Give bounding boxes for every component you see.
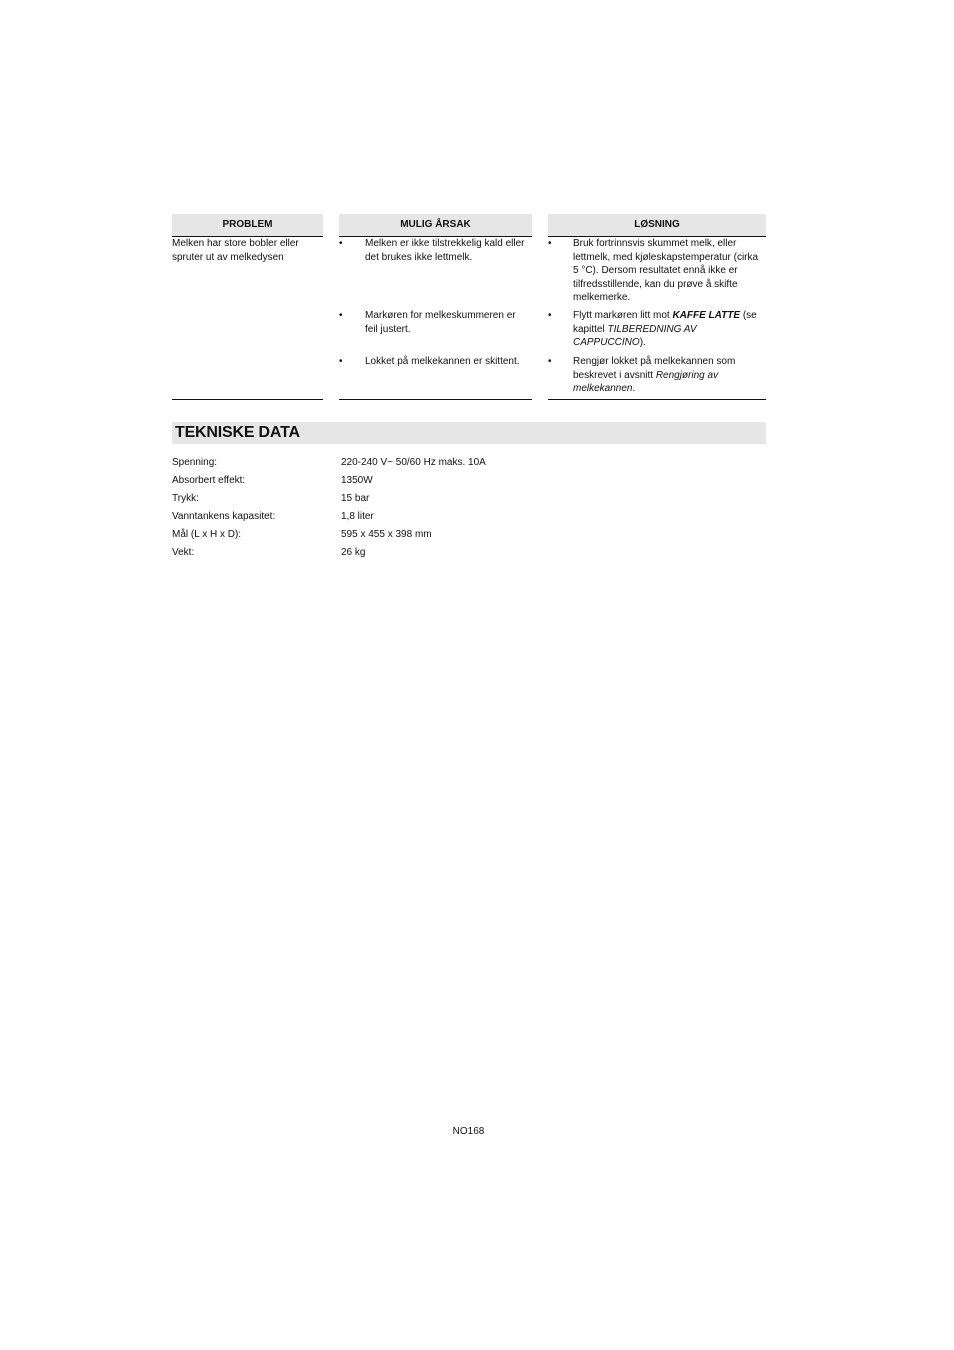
page-number: NO168: [452, 1126, 485, 1137]
spec-label: Spenning:: [172, 457, 218, 468]
solution-3: Rengjør lokket på melkekannen som beskrevet i avsnitt Rengjøring av melkekannen.: [573, 356, 736, 395]
solution-2: Flytt markøren litt mot KAFFE LATTE (se kapittel TILBEREDNING AV CAPPUCCINO).: [573, 310, 757, 349]
bullet: •: [339, 356, 343, 367]
bullet: •: [339, 310, 343, 321]
spec-label: Absorbert effekt:: [172, 475, 246, 486]
spec-label: Vanntankens kapasitet:: [172, 511, 276, 522]
spec-label: Mål (L x H x D):: [172, 529, 242, 540]
section-bar: [172, 422, 766, 444]
cause-2: Markøren for melkeskummeren er feil justert.: [365, 310, 516, 335]
header-cause: MULIG ÅRSAK: [339, 214, 532, 237]
bullet: •: [548, 238, 552, 249]
solution-1: Bruk fortrinnsvis skummet melk, eller lettmelk, med kjøleskapstemperatur (cirka 5 °C). Dersom resultatet ennå ikke er tilfredsstillende, kan du prøve å skifte melkemerke.: [573, 238, 759, 304]
table-bottom-rule: [548, 399, 766, 400]
header-solution: LØSNING: [548, 214, 766, 237]
spec-label: Vekt:: [172, 547, 195, 558]
bullet: •: [339, 238, 343, 249]
problem-text: Melken har store bobler eller spruter ut av melkedysen: [172, 238, 299, 263]
table-bottom-rule: [339, 399, 532, 400]
cause-1: Melken er ikke tilstrekkelig kald eller det brukes ikke lettmelk.: [365, 238, 525, 263]
bullet: •: [548, 356, 552, 367]
header-problem: PROBLEM: [172, 214, 323, 237]
spec-value: 1,8 liter: [341, 511, 374, 522]
section-title: TEKNISKE DATA: [175, 424, 300, 441]
bullet: •: [548, 310, 552, 321]
spec-value: 1350W: [341, 475, 373, 486]
spec-label: Trykk:: [172, 493, 199, 504]
spec-value: 595 x 455 x 398 mm: [341, 529, 432, 540]
spec-value: 220-240 V~ 50/60 Hz maks. 10A: [341, 457, 486, 468]
spec-value: 15 bar: [341, 493, 370, 504]
table-bottom-rule: [172, 399, 323, 400]
spec-value: 26 kg: [341, 547, 366, 558]
cause-3: Lokket på melkekannen er skittent.: [365, 356, 520, 367]
